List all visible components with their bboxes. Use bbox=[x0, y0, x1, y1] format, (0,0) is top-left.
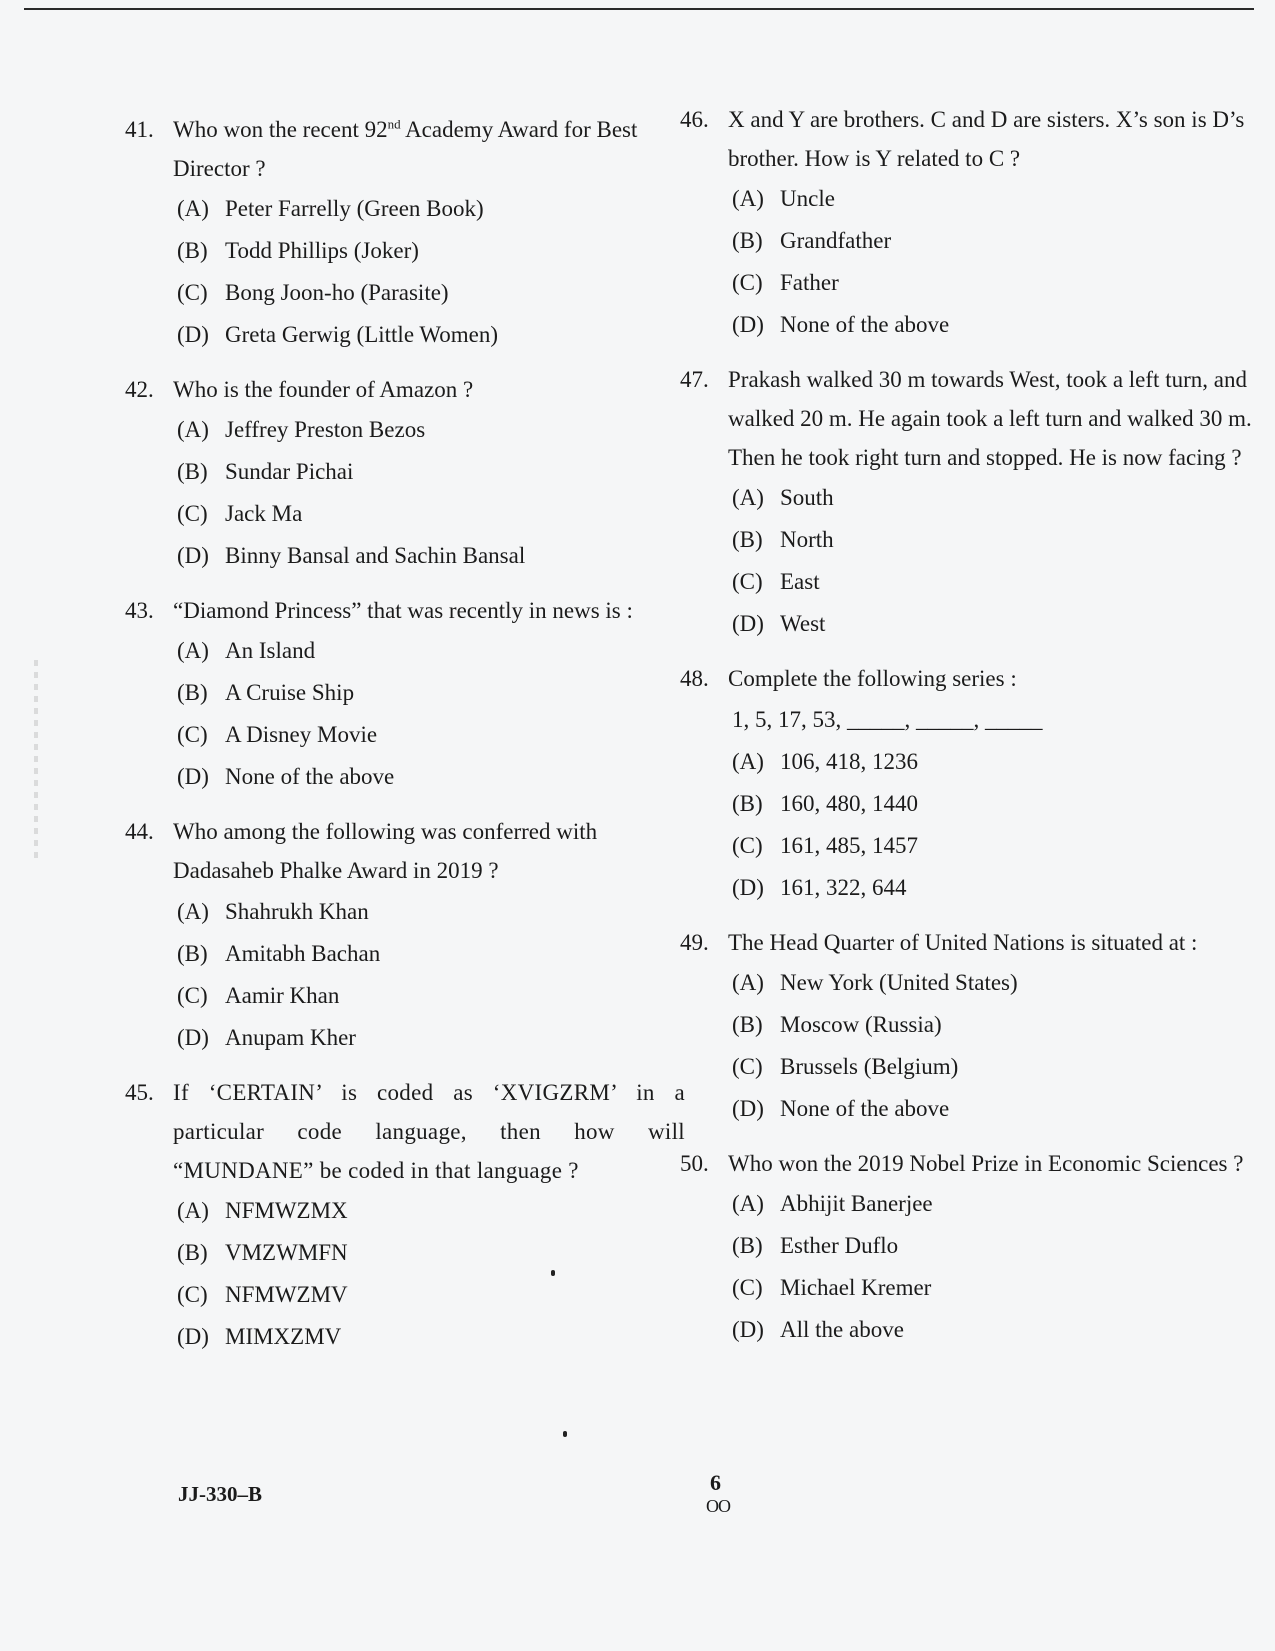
option-letter: (D) bbox=[732, 1316, 764, 1342]
option-letter: (A) bbox=[732, 186, 764, 212]
question-text: Who is the founder of Amazon ? bbox=[173, 377, 474, 403]
paper-code: JJ-330–B bbox=[178, 1482, 262, 1506]
option-text: Michael Kremer bbox=[780, 1274, 932, 1300]
option-text: Jack Ma bbox=[225, 501, 303, 527]
options-list bbox=[732, 962, 1260, 1130]
option-letter: (D) bbox=[177, 764, 209, 790]
option-d bbox=[177, 314, 685, 356]
option-b bbox=[177, 451, 685, 493]
option-text: None of the above bbox=[780, 1095, 950, 1121]
question-text: The Head Quarter of United Nations is situated at : bbox=[728, 929, 1198, 955]
option-text: Shahrukh Khan bbox=[225, 898, 369, 924]
option-text: VMZWMFN bbox=[225, 1239, 348, 1265]
option-text: All the above bbox=[780, 1316, 904, 1342]
ordinal-superscript: nd bbox=[387, 116, 401, 132]
option-letter: (B) bbox=[732, 790, 763, 816]
option-b bbox=[177, 230, 685, 272]
option-letter: (A) bbox=[177, 638, 209, 664]
question-text: Prakash walked 30 m towards West, took a left turn, and walked 20 m. He again took a left turn and walked 30 m. Then he took right turn and stopped. He is now facing ? bbox=[728, 367, 1252, 471]
option-letter: (C) bbox=[732, 1274, 763, 1300]
question-number: 45. bbox=[125, 1079, 154, 1105]
option-letter: (D) bbox=[732, 1095, 764, 1121]
option-text: Grandfather bbox=[780, 228, 892, 254]
options-list bbox=[177, 891, 685, 1059]
option-b bbox=[177, 1232, 685, 1274]
option-d bbox=[732, 603, 1260, 645]
option-text: 160, 480, 1440 bbox=[780, 790, 918, 816]
question-number: 47. bbox=[680, 367, 709, 393]
question-text bbox=[173, 110, 685, 188]
option-letter: (A) bbox=[732, 1190, 764, 1216]
question-text: If ‘CERTAIN’ is coded as ‘XVIGZRM’ in a particular code language, then how will “MUNDANE” be coded in that language ? bbox=[173, 1079, 685, 1183]
question-number: 43. bbox=[125, 598, 154, 624]
option-text: Uncle bbox=[780, 186, 835, 212]
option-letter: (B) bbox=[177, 680, 208, 706]
question-number: 48. bbox=[680, 666, 709, 692]
option-c bbox=[177, 1274, 685, 1316]
option-d bbox=[177, 1017, 685, 1059]
option-letter: (D) bbox=[177, 543, 209, 569]
ink-speck bbox=[563, 1431, 567, 1437]
question-text: Who won the 2019 Nobel Prize in Economic Sciences ? bbox=[728, 1150, 1244, 1176]
option-c bbox=[732, 1267, 1260, 1309]
page-number: 6 bbox=[710, 1470, 721, 1495]
option-letter: (B) bbox=[177, 238, 208, 264]
option-text: Brussels (Belgium) bbox=[780, 1053, 959, 1079]
option-a bbox=[177, 188, 685, 230]
option-text: 161, 485, 1457 bbox=[780, 832, 918, 858]
option-letter: (C) bbox=[732, 270, 763, 296]
option-letter: (B) bbox=[177, 459, 208, 485]
right-column bbox=[680, 100, 1260, 1365]
option-b bbox=[732, 519, 1260, 561]
option-letter: (A) bbox=[732, 485, 764, 511]
option-text: 161, 322, 644 bbox=[780, 874, 907, 900]
question-47 bbox=[680, 360, 1260, 645]
option-letter: (A) bbox=[177, 196, 209, 222]
question-number: 46. bbox=[680, 107, 709, 132]
question-text: “Diamond Princess” that was recently in news is : bbox=[173, 598, 633, 624]
option-letter: (B) bbox=[177, 1239, 208, 1265]
option-letter: (C) bbox=[732, 569, 763, 595]
options-list bbox=[732, 1183, 1260, 1351]
option-letter: (A) bbox=[732, 969, 764, 995]
option-text: Aamir Khan bbox=[225, 982, 340, 1008]
option-text: North bbox=[780, 527, 834, 553]
question-50 bbox=[680, 1144, 1260, 1351]
option-text: South bbox=[780, 485, 834, 511]
option-text: Moscow (Russia) bbox=[780, 1011, 942, 1037]
option-d bbox=[732, 1088, 1260, 1130]
question-text-part: Academy Award for Best Director ? bbox=[173, 117, 638, 182]
option-text: Greta Gerwig (Little Women) bbox=[225, 322, 498, 348]
option-c bbox=[177, 272, 685, 314]
option-c bbox=[177, 714, 685, 756]
question-number: 50. bbox=[680, 1150, 709, 1176]
option-b bbox=[732, 1225, 1260, 1267]
options-list bbox=[177, 630, 685, 798]
option-d bbox=[732, 867, 1260, 909]
question-41 bbox=[125, 110, 685, 356]
option-c bbox=[732, 262, 1260, 304]
option-text: NFMWZMX bbox=[225, 1197, 348, 1223]
top-border-line bbox=[24, 8, 1254, 10]
option-c bbox=[732, 561, 1260, 603]
question-49 bbox=[680, 923, 1260, 1130]
option-text: None of the above bbox=[780, 312, 950, 338]
option-b bbox=[732, 1004, 1260, 1046]
option-letter: (B) bbox=[732, 527, 763, 553]
question-text-part: Who won the recent 92 bbox=[173, 117, 388, 142]
option-letter: (C) bbox=[177, 1281, 208, 1307]
question-45 bbox=[125, 1073, 685, 1358]
question-text: X and Y are brothers. C and D are sisters. X’s son is D’s brother. How is Y related to C ? bbox=[728, 107, 1245, 172]
option-a bbox=[732, 477, 1260, 519]
option-letter: (A) bbox=[177, 1197, 209, 1223]
question-46 bbox=[680, 100, 1260, 346]
question-43 bbox=[125, 591, 685, 798]
option-text: New York (United States) bbox=[780, 969, 1018, 995]
option-a bbox=[732, 178, 1260, 220]
option-letter: (D) bbox=[732, 312, 764, 338]
question-number: 42. bbox=[125, 377, 154, 403]
option-letter: (B) bbox=[732, 1011, 763, 1037]
option-text: MIMXZMV bbox=[225, 1323, 342, 1349]
option-text: Amitabh Bachan bbox=[225, 940, 381, 966]
option-text: West bbox=[780, 611, 826, 637]
option-letter: (A) bbox=[177, 417, 209, 443]
option-text: None of the above bbox=[225, 764, 395, 790]
option-text: Todd Phillips (Joker) bbox=[225, 238, 419, 264]
options-list bbox=[732, 477, 1260, 645]
option-b bbox=[732, 783, 1260, 825]
option-letter: (B) bbox=[732, 228, 763, 254]
option-a bbox=[732, 962, 1260, 1004]
option-d bbox=[177, 535, 685, 577]
option-text: Father bbox=[780, 270, 839, 296]
option-c bbox=[177, 493, 685, 535]
option-letter: (C) bbox=[732, 1053, 763, 1079]
option-text: East bbox=[780, 569, 820, 595]
option-text: An Island bbox=[225, 638, 316, 664]
option-text: 106, 418, 1236 bbox=[780, 748, 918, 774]
option-letter: (D) bbox=[732, 874, 764, 900]
left-column bbox=[125, 110, 685, 1372]
option-d bbox=[732, 304, 1260, 346]
option-text: Abhijit Banerjee bbox=[780, 1190, 933, 1216]
option-letter: (B) bbox=[177, 940, 208, 966]
question-text: Who among the following was conferred with Dadasaheb Phalke Award in 2019 ? bbox=[173, 819, 598, 884]
question-text: Complete the following series : bbox=[728, 666, 1017, 692]
binding-edge-marks bbox=[34, 660, 38, 860]
option-letter: (C) bbox=[177, 280, 208, 306]
option-b bbox=[177, 933, 685, 975]
option-text: A Disney Movie bbox=[225, 722, 378, 748]
option-a bbox=[177, 630, 685, 672]
option-b bbox=[732, 220, 1260, 262]
question-number: 49. bbox=[680, 929, 709, 955]
options-list bbox=[177, 409, 685, 577]
options-list bbox=[732, 699, 1260, 909]
option-letter: (D) bbox=[177, 1024, 209, 1050]
option-a bbox=[177, 1190, 685, 1232]
option-letter: (D) bbox=[177, 1323, 209, 1349]
option-d bbox=[177, 756, 685, 798]
question-42 bbox=[125, 370, 685, 577]
option-text: Esther Duflo bbox=[780, 1232, 899, 1258]
option-letter: (C) bbox=[732, 832, 763, 858]
option-letter: (A) bbox=[177, 898, 209, 924]
question-number: 44. bbox=[125, 819, 154, 845]
option-text: Binny Bansal and Sachin Bansal bbox=[225, 543, 526, 569]
option-b bbox=[177, 672, 685, 714]
option-c bbox=[177, 975, 685, 1017]
page-mark: OO bbox=[706, 1496, 730, 1516]
option-c bbox=[732, 1046, 1260, 1088]
option-d bbox=[177, 1316, 685, 1358]
option-a bbox=[177, 891, 685, 933]
question-44 bbox=[125, 812, 685, 1058]
options-list bbox=[732, 178, 1260, 346]
option-d bbox=[732, 1309, 1260, 1351]
question-48 bbox=[680, 659, 1260, 908]
option-letter: (D) bbox=[732, 611, 764, 637]
ink-speck bbox=[551, 1270, 555, 1276]
option-a bbox=[732, 1183, 1260, 1225]
option-letter: (C) bbox=[177, 722, 208, 748]
option-text: Bong Joon-ho (Parasite) bbox=[225, 280, 449, 306]
option-text: Anupam Kher bbox=[225, 1024, 356, 1050]
question-number: 41. bbox=[125, 117, 154, 142]
option-letter: (D) bbox=[177, 322, 209, 348]
option-c bbox=[732, 825, 1260, 867]
option-letter: (C) bbox=[177, 501, 208, 527]
option-letter: (C) bbox=[177, 982, 208, 1008]
option-text: A Cruise Ship bbox=[225, 680, 355, 706]
option-letter: (A) bbox=[732, 748, 764, 774]
option-text: NFMWZMV bbox=[225, 1281, 348, 1307]
option-text: Sundar Pichai bbox=[225, 459, 354, 485]
number-series: 1, 5, 17, 53, _____, _____, _____ bbox=[732, 706, 1043, 732]
option-text: Peter Farrelly (Green Book) bbox=[225, 196, 484, 222]
option-a bbox=[732, 741, 1260, 783]
options-list bbox=[177, 1190, 685, 1358]
option-a bbox=[177, 409, 685, 451]
options-list bbox=[177, 188, 685, 356]
option-letter: (B) bbox=[732, 1232, 763, 1258]
option-text: Jeffrey Preston Bezos bbox=[225, 417, 426, 443]
